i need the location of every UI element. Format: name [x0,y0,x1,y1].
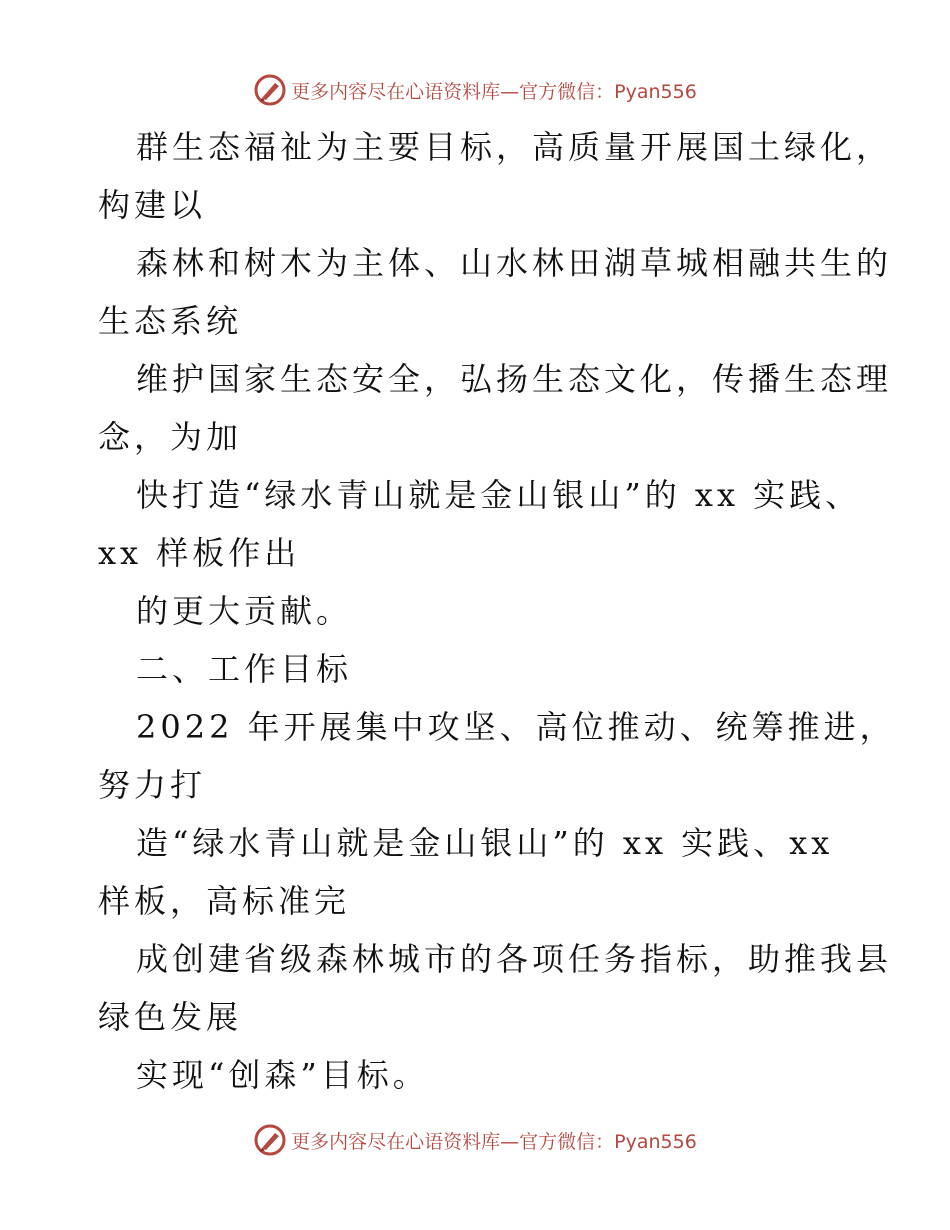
text-line: xx 样板作出 [98,534,301,572]
document-body [98,118,896,1104]
text-line: 实现“创森”目标。 [136,1056,429,1094]
text-line: 群生态福祉为主要目标，高质量开展国土绿化， [136,128,893,166]
text-line: 努力打 [98,766,207,804]
text-line: 样板，高标准完 [98,882,351,920]
text-line: 成创建省级森林城市的各项任务指标，助推我县 [136,940,893,978]
pen-logo-icon [253,73,287,107]
header-banner-text: 更多内容尽在心语资料库—官方微信：Pyan556 [291,80,697,103]
pen-logo-icon [253,1123,287,1157]
text-line: 造“绿水青山就是金山银山”的 xx 实践、xx [136,824,834,862]
text-line: 的更大贡献。 [136,592,353,630]
text-line: 念，为加 [98,418,243,456]
text-line: 维护国家生态安全，弘扬生态文化，传播生态理 [136,360,893,398]
footer-banner-text: 更多内容尽在心语资料库—官方微信：Pyan556 [291,1130,697,1153]
text-line: 构建以 [98,186,207,224]
text-line: 2022 年开展集中攻坚、高位推动、统筹推进， [136,708,896,746]
text-line: 绿色发展 [98,998,243,1036]
text-line: 快打造“绿水青山就是金山银山”的 xx 实践、 [136,476,862,514]
header-banner [0,70,950,110]
text-line: 二、工作目标 [136,650,353,688]
text-line: 森林和树木为主体、山水林田湖草城相融共生的 [136,244,893,282]
footer-banner [0,1120,950,1160]
text-line: 生态系统 [98,302,243,340]
